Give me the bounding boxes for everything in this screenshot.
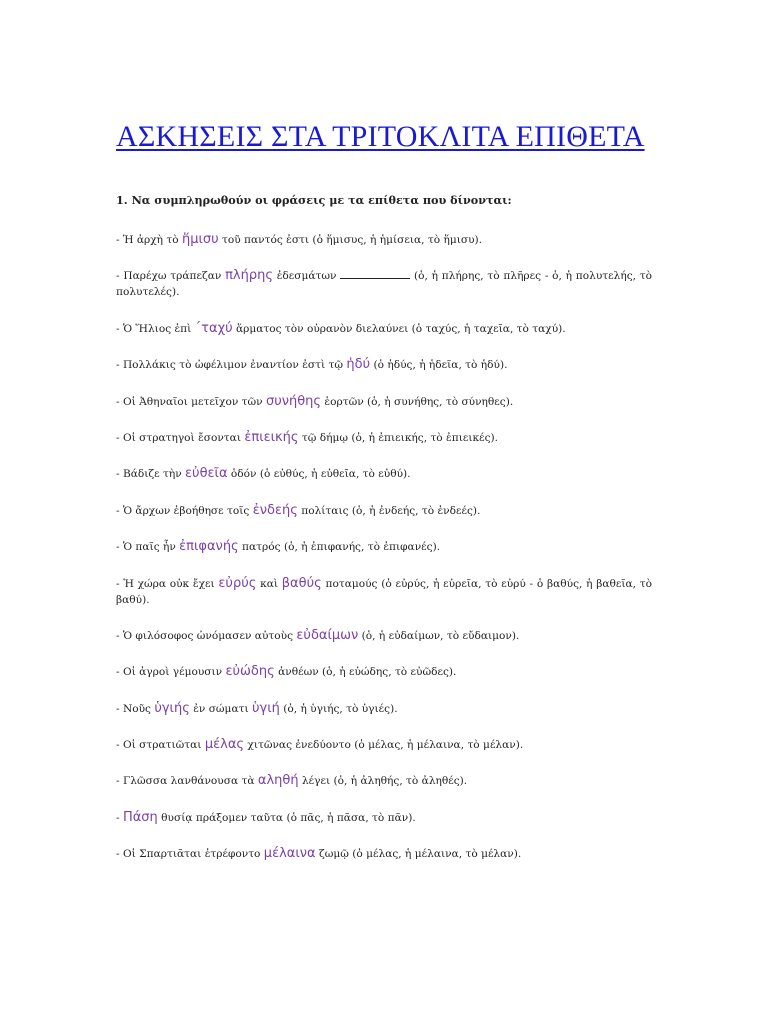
exercise-line-15: - Γλῶσσα λανθάνουσα τὰ αληθή λέγει (ὁ, ἡ ἀληθής, τὸ ἀληθές).: [116, 773, 468, 789]
answer-word: αληθή: [257, 773, 299, 789]
document-page: [116, 118, 652, 883]
exercise-line-10: - Ἡ χώρα οὐκ ἔχει εὐρύς καὶ βαθύς ποταμούς (ὁ εὐρύς, ἡ εὐρεῖα, τὸ εὐρύ - ὁ βαθύς, ἡ βαθεῖα, τὸ βαθύ).: [116, 575, 652, 606]
answer-word: ὑγιή: [251, 700, 280, 716]
answer-word: ἥμισυ: [181, 232, 219, 247]
exercise-line-17: - Οἱ Σπαρτιᾶται ἐτρέφοντο μέλαινα ζωμῷ (ὁ μέλας, ἡ μέλαινα, τὸ μέλαν).: [116, 846, 522, 862]
exercise-line-1: - Ἡ ἀρχὴ τὸ ἥμισυ τοῦ παντός ἐστι (ὁ ἥμισυς, ἡ ἡμίσεια, τὸ ἥμισυ).: [116, 232, 483, 247]
exercise-line-13: - Νοῦς ὑγιής ἐν σώματι ὑγιή (ὁ, ἡ ὑγιής, τὸ ὑγιές).: [116, 700, 398, 716]
exercise-line-7: - Βάδιζε τὴν εὐθεῖα ὁδόν (ὁ εὐθύς, ἡ εὐθεῖα, τὸ εὐθύ).: [116, 466, 411, 482]
exercise-line-11: - Ὁ φιλόσοφος ὠνόμασεν αὐτοὺς εὐδαίμων (ὁ, ἡ εὐδαίμων, τὸ εὔδαιμον).: [116, 627, 520, 643]
exercise-line-2: - Παρέχω τράπεζαν πλήρης ἐδεσμάτων (ὁ, ἡ πλήρης, τὸ πλῆρες - ὁ, ἡ πολυτελής, τὸ πολυτελές).: [116, 268, 652, 299]
answer-word: ἐπιεικής: [244, 429, 299, 445]
answer-word: μέλας: [204, 737, 245, 753]
answer-word: εὐδαίμων: [296, 627, 359, 643]
answer-word: εὐρύς: [218, 575, 257, 591]
answer-word: πλήρης: [225, 268, 273, 284]
exercise-line-14: - Οἱ στρατιῶται μέλας χιτῶνας ἐνεδύοντο (ὁ μέλας, ἡ μέλαινα, τὸ μέλαν).: [116, 737, 524, 753]
exercise-line-5: - Οἱ Ἀθηναῖοι μετεῖχον τῶν συνήθης ἑορτῶν (ὁ, ἡ συνήθης, τὸ σύνηθες).: [116, 393, 514, 409]
exercise-line-9: - Ὁ παῖς ἦν ἐπιφανής πατρός (ὁ, ἡ ἐπιφανής, τὸ ἐπιφανές).: [116, 539, 441, 555]
exercise-line-6: - Οἱ στρατηγοὶ ἔσονται ἐπιεικής τῷ δήμῳ (ὁ, ἡ ἐπιεικής, τὸ ἐπιεικές).: [116, 429, 499, 445]
exercise-line-16: - Πάση θυσίᾳ πράξομεν ταῦτα (ὁ πᾶς, ἡ πᾶσα, τὸ πᾶν).: [116, 809, 416, 825]
answer-word: ΄ταχύ: [194, 320, 233, 336]
page-title[interactable]: ΑΣΚΗΣΕΙΣ ΣΤΑ ΤΡΙΤΟΚΛΙΤΑ ΕΠΙΘΕΤΑ: [116, 120, 645, 153]
exercise-line-4: - Πολλάκις τὸ ὠφέλιμον ἐναντίον ἐστὶ τῷ ἡδύ (ὁ ἡδύς, ἡ ἡδεῖα, τὸ ἡδύ).: [116, 357, 508, 373]
answer-word: συνήθης: [265, 393, 322, 409]
answer-word: ἐπιφανής: [179, 539, 239, 555]
answer-word: μέλαινα: [263, 846, 316, 862]
answer-word: βαθύς: [281, 575, 322, 591]
answer-word: ἐνδεής: [252, 502, 298, 518]
answer-word: ἡδύ: [346, 357, 371, 373]
answer-word: ὑγιής: [154, 700, 190, 716]
answer-word: εὐώδης: [225, 664, 275, 680]
exercise-line-3: - Ὁ Ἥλιος ἐπὶ ΄ταχύ ἅρματος τὸν οὐρανὸν διελαύνει (ὁ ταχύς, ἡ ταχεῖα, τὸ ταχύ).: [116, 320, 566, 336]
exercise-line-12: - Οἱ ἀγροὶ γέμουσιν εὐώδης ἀνθέων (ὁ, ἡ εὐώδης, τὸ εὐῶδες).: [116, 664, 457, 680]
answer-word: Πάση: [122, 809, 158, 825]
answer-word: εὐθεῖα: [185, 466, 228, 482]
blank-line: [340, 269, 410, 279]
exercise-instruction: 1. Να συμπληρωθούν οι φράσεις με τα επίθετα που δίνονται:: [116, 193, 512, 207]
exercise-line-8: - Ὁ ἄρχων ἐβοήθησε τοῖς ἐνδεής πολίταις (ὁ, ἡ ἐνδεής, τὸ ἐνδεές).: [116, 502, 481, 518]
